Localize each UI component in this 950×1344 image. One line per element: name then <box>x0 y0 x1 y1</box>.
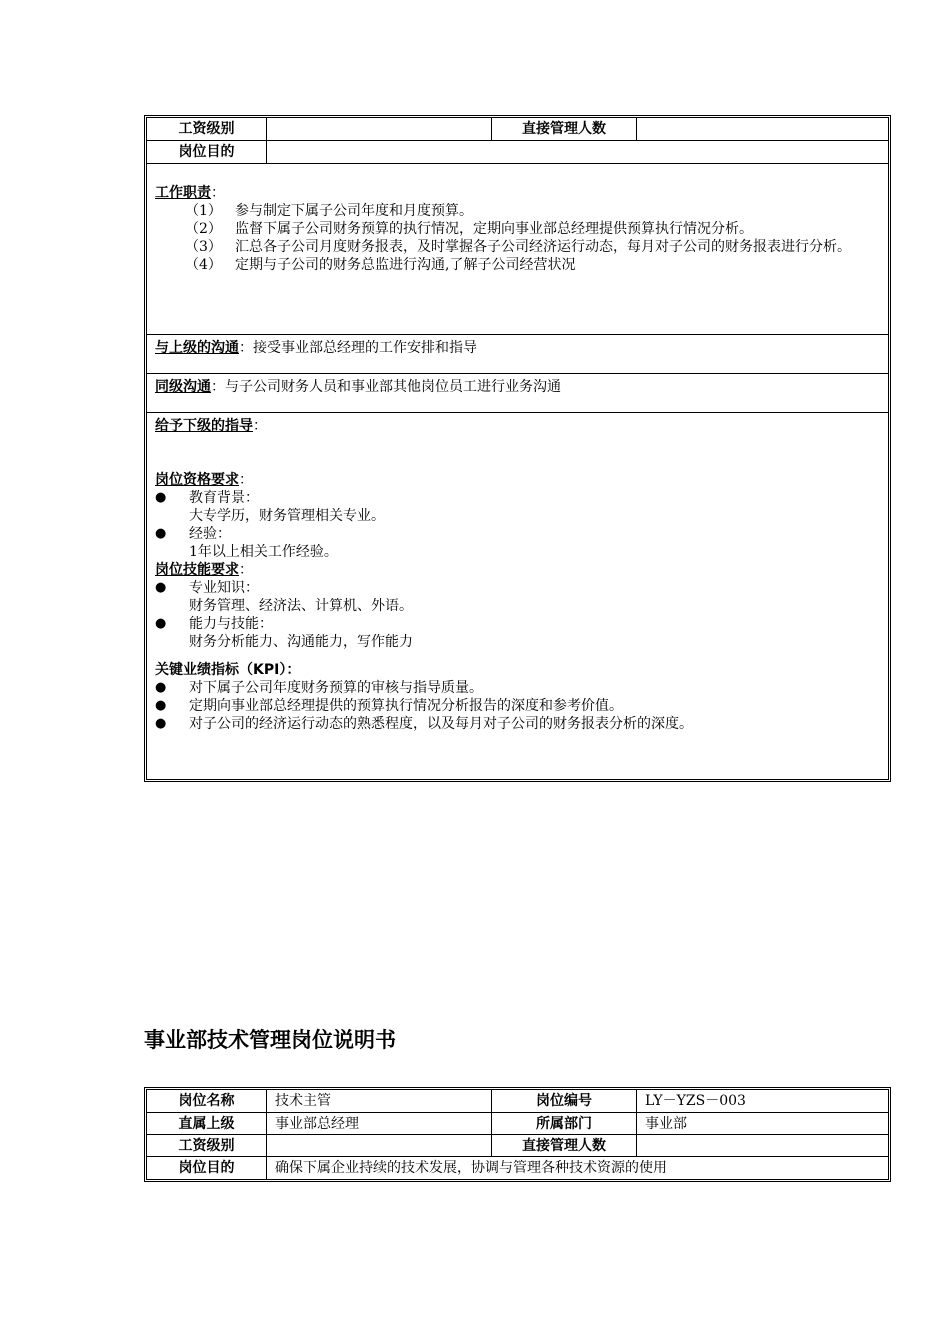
position-name-label: 岗位名称 <box>147 1090 267 1112</box>
table-row <box>147 1113 888 1135</box>
upward-communication-heading: 与上级的沟通 <box>155 340 239 356</box>
duty-item: （3） 汇总各子公司月度财务报表，及时掌握各子公司经济运行动态，每月对子公司的财务报表进行分析。 <box>185 239 851 255</box>
list-item: ● 专业知识： <box>155 580 259 596</box>
job-description-table-2 <box>144 1087 891 1182</box>
position-code-value: LY－YZS－003 <box>645 1093 746 1109</box>
table-row <box>147 1135 888 1157</box>
table-row <box>147 118 888 141</box>
peer-communication-section: 同级沟通：与子公司财务人员和事业部其他岗位员工进行业务沟通 <box>147 374 888 413</box>
position-purpose-label: 岗位目的 <box>147 1157 267 1179</box>
upward-communication-section: 与上级的沟通：接受事业部总经理的工作安排和指导 <box>147 335 888 374</box>
list-item: ● 经验： <box>155 526 231 542</box>
direct-reports-value <box>637 118 888 140</box>
list-item-detail: 大专学历，财务管理相关专业。 <box>189 508 385 524</box>
position-purpose-value: 确保下属企业持续的技术发展，协调与管理各种技术资源的使用 <box>275 1160 667 1176</box>
kpi-item: ● 对子公司的经济运行动态的熟悉程度，以及每月对子公司的财务报表分析的深度。 <box>155 716 693 732</box>
kpi-heading: 关键业绩指标（KPI）： <box>155 662 301 678</box>
peer-communication-heading: 同级沟通 <box>155 379 211 395</box>
upward-communication-text: 接受事业部总经理的工作安排和指导 <box>253 340 477 356</box>
department-value: 事业部 <box>645 1115 687 1132</box>
requirements-section: 给予下级的指导： 岗位资格要求： ● 教育背景： 大专学历，财务管理相关专业。 ● 经验： 1年以上相关工作经验。 岗位技能要求： ● 专业知识： 财务管理、经济法、计算机、外语。 ● 能力与技能： 财务分析能力、沟通能力，写作能力 关键业绩指标（KPI）： ● 对下属子公司年度财务预算的审核与指导质量。 ● 定期向事业部总经理提供的预算执行情况分析报告的深度和参考价值。 ● 对子公司的经济运行动态的熟悉程度，以及每月对子公司的财务报表分析的深度。 <box>147 413 888 779</box>
list-item-detail: 财务分析能力、沟通能力，写作能力 <box>189 634 413 650</box>
direct-reports-label: 直接管理人数 <box>492 118 637 140</box>
list-item: ● 教育背景： <box>155 490 259 506</box>
duties-section: 工作职责： （1） 参与制定下属子公司年度和月度预算。 （2） 监督下属子公司财务预算的执行情况，定期向事业部总经理提供预算执行情况分析。 （3） 汇总各子公司月度财务报表，及时掌握各子公司经济运行动态，每月对子公司的财务报表进行分析。 （4） 定期与子公司的财务总监进行沟通,了解子公司经营状况 <box>147 164 888 335</box>
qualification-heading: 岗位资格要求 <box>155 472 239 488</box>
guidance-heading: 给予下级的指导 <box>155 418 253 434</box>
duty-item: （4） 定期与子公司的财务总监进行沟通,了解子公司经营状况 <box>185 257 576 273</box>
duties-heading: 工作职责 <box>155 185 211 201</box>
salary-grade-label: 工资级别 <box>147 118 267 140</box>
kpi-item: ● 定期向事业部总经理提供的预算执行情况分析报告的深度和参考价值。 <box>155 698 623 714</box>
list-item: ● 能力与技能： <box>155 616 273 632</box>
direct-reports-value <box>637 1135 888 1156</box>
direct-reports-label: 直接管理人数 <box>492 1135 637 1156</box>
job-description-table-1 <box>144 115 891 782</box>
duty-item: （2） 监督下属子公司财务预算的执行情况，定期向事业部总经理提供预算执行情况分析。 <box>185 221 753 237</box>
position-purpose-value <box>267 141 888 163</box>
section-title: 事业部技术管理岗位说明书 <box>144 1028 396 1052</box>
table-row <box>147 1090 888 1113</box>
duty-item: （1） 参与制定下属子公司年度和月度预算。 <box>185 203 473 219</box>
kpi-item: ● 对下属子公司年度财务预算的审核与指导质量。 <box>155 680 483 696</box>
salary-grade-value <box>267 1135 492 1156</box>
position-purpose-label: 岗位目的 <box>147 141 267 163</box>
salary-grade-label: 工资级别 <box>147 1135 267 1156</box>
salary-grade-value <box>267 118 492 140</box>
department-label: 所属部门 <box>492 1113 637 1134</box>
supervisor-value: 事业部总经理 <box>267 1113 492 1134</box>
table-row <box>147 1157 888 1179</box>
list-item-detail: 财务管理、经济法、计算机、外语。 <box>189 598 413 614</box>
table-row <box>147 141 888 164</box>
peer-communication-text: 与子公司财务人员和事业部其他岗位员工进行业务沟通 <box>225 379 561 395</box>
position-code-label: 岗位编号 <box>492 1090 637 1112</box>
position-name-value: 技术主管 <box>267 1090 492 1112</box>
skills-heading: 岗位技能要求 <box>155 562 239 578</box>
list-item-detail: 1年以上相关工作经验。 <box>189 544 338 560</box>
supervisor-label: 直属上级 <box>147 1113 267 1134</box>
